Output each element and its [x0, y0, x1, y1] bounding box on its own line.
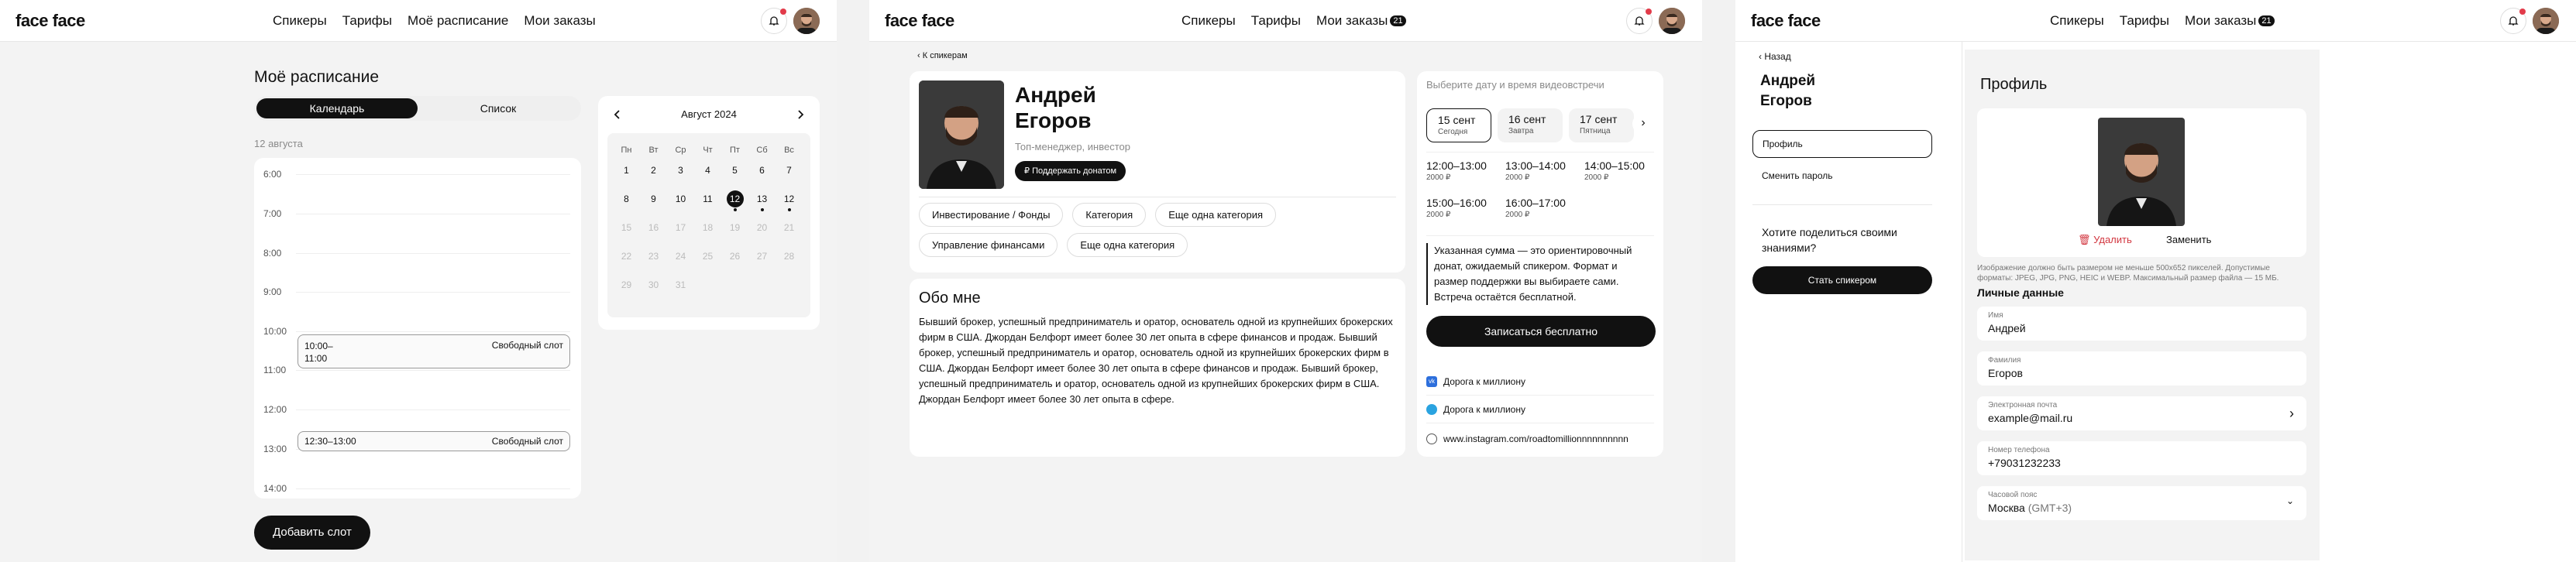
logo[interactable] [885, 11, 954, 31]
user-avatar[interactable] [793, 8, 820, 34]
profile-screen [1735, 0, 2576, 562]
weekday-label: Чт [703, 146, 713, 155]
calendar-day[interactable]: 12 [776, 188, 803, 217]
speaker-name [1015, 82, 1096, 133]
date-weekday: Сегодня [1438, 128, 1468, 136]
calendar-day[interactable]: 26 [729, 251, 741, 262]
hour-label: 13:00 [263, 444, 287, 454]
free-slot[interactable] [297, 431, 570, 451]
date-label: 16 сент [1508, 113, 1546, 125]
speaker-last-name: Егоров [1015, 108, 1092, 132]
calendar-day[interactable]: 9 [651, 194, 656, 204]
calendar-day[interactable]: 29 [621, 279, 632, 290]
chevron-right-icon: › [2289, 406, 2294, 421]
slot-time: 12:00–13:00 [1426, 159, 1487, 172]
weekday-label: Вт [648, 146, 659, 155]
hour-label: 6:00 [263, 169, 282, 180]
tab-calendar[interactable]: Календарь [256, 98, 418, 118]
slot-time: 10:00– 11:00 [304, 341, 333, 364]
view-switch [254, 96, 581, 121]
weekday-label: Вс [784, 146, 794, 155]
trash-icon: 🗑 [2078, 234, 2094, 245]
booking-prompt: Выберите дату и время видеовстречи [1426, 79, 1604, 91]
speaker-first-name: Андрей [1015, 83, 1096, 107]
image-hint: Изображение должно быть размером не меньше 500х652 пикселей. Допустимые форматы: JPEG, JPG, PNG, HEIC и WEBP. Максимальный размер файла — 15 МБ. [1977, 264, 2279, 283]
personal-data-title: Личные данные [1977, 286, 2064, 299]
field-value: +79031232233 [1988, 457, 2061, 469]
slot-price: 2000 ₽ [1505, 173, 1530, 182]
nav-orders-label: Мои заказы [2184, 13, 2257, 28]
bell-icon [769, 15, 779, 26]
notifications-button[interactable] [1626, 8, 1653, 34]
nav-tariffs[interactable]: Тарифы [2119, 13, 2169, 28]
telegram-icon [1426, 404, 1437, 415]
link-label: www.instagram.com/roadtomillionnnnnnnnnn [1443, 433, 1628, 444]
day-timeline [254, 158, 581, 499]
date-label: 15 сент [1438, 114, 1476, 126]
weekday-label: Пн [621, 146, 632, 155]
calendar-day[interactable]: 6 [759, 165, 765, 176]
user-avatar[interactable] [2533, 8, 2559, 34]
delete-label: Удалить [2093, 234, 2132, 245]
calendar-day[interactable]: 4 [705, 165, 710, 176]
logo-text: face face [885, 11, 954, 30]
time-slot[interactable] [1505, 159, 1566, 182]
nav-tariffs[interactable]: Тарифы [342, 13, 392, 28]
calendar-day[interactable]: 10 [675, 194, 686, 204]
slot-time: 14:00–15:00 [1584, 159, 1645, 172]
category-chip[interactable]: Инвестирование / Фонды [919, 203, 1063, 227]
user-last-name: Егоров [1760, 93, 1812, 109]
time-slot[interactable] [1426, 197, 1487, 219]
menu-change-password[interactable]: Сменить пароль [1762, 170, 1833, 181]
last-name-field[interactable] [1977, 351, 2306, 386]
hour-label: 11:00 [263, 365, 287, 375]
links-card [1417, 367, 1663, 457]
add-slot-button[interactable]: Добавить слот [254, 516, 370, 550]
date-weekday: Завтра [1508, 127, 1534, 135]
user-first-name: Андрей [1760, 73, 1816, 89]
calendar-day[interactable]: 21 [783, 222, 795, 233]
calendar-day[interactable]: 30 [648, 279, 659, 290]
chevron-left-icon: ‹ [1759, 51, 1765, 62]
calendar-day[interactable]: 1 [624, 165, 629, 176]
calendar-day[interactable]: 17 [675, 222, 686, 233]
slot-time: 12:30–13:00 [304, 436, 356, 447]
calendar-day[interactable]: 16 [648, 222, 659, 233]
about-text: Бывший брокер, успешный предприниматель и оратор, основатель одной из крупнейших брокерских фирм в США. Джордан Белфорт имеет более 30 лет опыта в сфере финансов и продаж. Бывший брокер, успешный предприниматель и оратор, основатель одной из крупнейших брокерских фирм в США. Джордан Белфорт имеет более 30 лет опыта в сфере финансов и продаж. Бывший брокер, успешный предприниматель и оратор, основатель одной из крупнейших брокерских фирм в США. Джордан Белфорт имеет более 30 лет опыта в сфере. [919, 316, 1393, 405]
menu-profile[interactable]: Профиль [1752, 130, 1932, 158]
about-card [910, 279, 1405, 457]
link-label: Дорога к миллиону [1443, 404, 1525, 415]
slot-price: 2000 ₽ [1426, 211, 1451, 219]
calendar-day[interactable]: 2 [651, 165, 656, 176]
timezone-offset: (GMT+3) [2027, 502, 2072, 514]
email-field[interactable] [1977, 396, 2306, 430]
chevron-down-icon: ⌄ [2285, 495, 2294, 506]
weekday-label: Пт [730, 146, 740, 155]
field-label: Электронная почта [1988, 401, 2058, 410]
hour-label: 7:00 [263, 208, 282, 219]
nav-speakers[interactable]: Спикеры [273, 13, 327, 28]
field-label: Имя [1988, 311, 2003, 320]
first-name-field[interactable] [1977, 307, 2306, 341]
telegram-link[interactable] [1426, 404, 1525, 415]
back-to-speakers-link[interactable] [917, 51, 968, 60]
time-slot[interactable] [1584, 159, 1645, 182]
top-bar [1735, 0, 2576, 42]
weekday-label: Сб [756, 146, 768, 155]
logo[interactable] [1751, 11, 1821, 31]
phone-field[interactable] [1977, 441, 2306, 475]
date-weekday: Пятница [1580, 127, 1611, 135]
slot-price: 2000 ₽ [1505, 211, 1530, 219]
tab-list[interactable]: Список [480, 102, 517, 115]
speaker-photo [919, 81, 1004, 189]
logo[interactable] [15, 11, 85, 31]
weekday-label: Ср [675, 146, 686, 155]
calendar-day[interactable]: 27 [756, 251, 768, 262]
main-nav [2050, 13, 2275, 29]
schedule-body [0, 42, 837, 562]
donate-button[interactable] [1015, 161, 1126, 181]
calendar-day[interactable]: 8 [624, 194, 629, 204]
nav-orders-label: Мои заказы [1316, 13, 1388, 28]
globe-icon [1426, 433, 1437, 444]
logo-text: face face [1751, 11, 1821, 30]
time-slot[interactable] [1505, 197, 1566, 219]
become-speaker-button[interactable]: Стать спикером [1752, 266, 1932, 294]
slot-price: 2000 ₽ [1426, 173, 1451, 182]
calendar-day[interactable]: 28 [783, 251, 795, 262]
calendar-day[interactable]: 11 [703, 194, 713, 204]
slot-price: 2000 ₽ [1584, 173, 1609, 182]
calendar-day[interactable]: 25 [702, 251, 714, 262]
bell-icon [2508, 15, 2519, 26]
calendar-day[interactable]: 19 [729, 222, 741, 233]
vk-icon: vk [1426, 376, 1437, 387]
calendar-day-selected[interactable] [721, 188, 748, 217]
calendar-day[interactable]: 22 [621, 251, 632, 262]
nav-orders[interactable] [2185, 13, 2275, 29]
back-label: Назад [1764, 51, 1791, 62]
website-link[interactable] [1426, 433, 1628, 444]
nav-orders[interactable]: Мои заказы [524, 13, 596, 28]
chevron-right-icon[interactable]: › [1632, 113, 1654, 135]
nav-orders[interactable] [1316, 13, 1406, 29]
hand-coin-icon: ₽ [1024, 166, 1033, 176]
calendar-day[interactable]: 24 [675, 251, 686, 262]
profile-panel [1965, 50, 2320, 560]
orders-count-badge: 21 [2258, 15, 2274, 26]
category-chips [919, 203, 1322, 257]
top-bar [869, 0, 1702, 42]
time-slot[interactable] [1426, 159, 1487, 182]
date-option[interactable] [1498, 108, 1563, 142]
slot-time: 16:00–17:00 [1505, 197, 1566, 209]
schedule-screen [0, 0, 837, 562]
main-nav [1181, 13, 1406, 29]
nav-schedule[interactable]: Моё расписание [407, 13, 509, 28]
timezone-select[interactable] [1977, 486, 2306, 520]
field-value: Андрей [1988, 322, 2026, 334]
link-label: Дорога к миллиону [1443, 376, 1525, 387]
photo-card [1977, 108, 2306, 257]
date-option-selected[interactable] [1426, 108, 1491, 142]
top-bar [0, 0, 837, 42]
calendar-day[interactable]: 23 [648, 251, 659, 262]
hour-label: 14:00 [263, 483, 287, 494]
hour-label: 12:00 [263, 404, 287, 415]
hour-label: 10:00 [263, 326, 287, 337]
date-picker [1426, 94, 1663, 149]
slot-status: Свободный слот [491, 436, 563, 447]
slot-time: 15:00–16:00 [1426, 197, 1487, 209]
category-chip[interactable]: Управление финансами [919, 233, 1058, 257]
back-link[interactable] [1759, 51, 1791, 62]
chevron-right-icon[interactable] [796, 110, 804, 119]
calendar-day[interactable]: 3 [678, 165, 683, 176]
month-calendar [598, 96, 820, 330]
chevron-left-icon: ‹ [917, 51, 923, 60]
field-label: Часовой пояс [1988, 491, 2038, 499]
field-label: Фамилия [1988, 356, 2021, 365]
date-label: 17 сент [1580, 113, 1618, 125]
speaker-card [910, 71, 1405, 272]
donation-note: Указанная сумма — это ориентировочный донат, ожидаемый спикером. Формат и размер поддержки вы выбираете сами. Встреча остаётся бесплатной. [1426, 243, 1651, 305]
speaker-subtitle: Топ-менеджер, инвестор [1015, 141, 1130, 152]
notifications-button[interactable] [761, 8, 787, 34]
field-value: example@mail.ru [1988, 412, 2073, 424]
bell-icon [1634, 15, 1645, 26]
calendar-day[interactable]: 31 [675, 279, 686, 290]
hour-label: 8:00 [263, 248, 282, 259]
notification-dot [780, 9, 786, 15]
user-name [1760, 71, 1815, 111]
share-knowledge-text: Хотите поделиться своими знаниями? [1762, 226, 1897, 254]
calendar-day[interactable]: 15 [621, 222, 632, 233]
back-label: К спикерам [922, 51, 968, 60]
page-title: Моё расписание [254, 68, 380, 86]
field-value: Егоров [1988, 367, 2023, 379]
book-free-button[interactable]: Записаться бесплатно [1426, 316, 1656, 347]
vk-link[interactable] [1426, 376, 1525, 387]
slot-time: 13:00–14:00 [1505, 159, 1566, 172]
calendar-month: Август 2024 [681, 108, 737, 120]
nav-speakers[interactable]: Спикеры [1181, 13, 1236, 28]
field-value: Москва [1988, 502, 2025, 514]
calendar-day[interactable]: 20 [756, 222, 768, 233]
donate-label: Поддержать донатом [1032, 166, 1117, 176]
booking-card [1417, 71, 1663, 396]
nav-speakers[interactable]: Спикеры [2050, 13, 2104, 28]
profile-body [1735, 42, 2576, 562]
field-label: Номер телефона [1988, 446, 2050, 454]
profile-title: Профиль [1980, 76, 2048, 93]
notification-dot [2519, 9, 2526, 15]
hour-label: 9:00 [263, 286, 282, 297]
calendar-day[interactable]: 13 [748, 188, 776, 217]
category-chip[interactable]: Еще одна категория [1067, 233, 1188, 257]
date-label: 12 августа [254, 138, 303, 149]
slot-status: Свободный слот [491, 340, 563, 351]
calendar-day[interactable]: 5 [732, 165, 738, 176]
about-title: Обо мне [919, 290, 981, 307]
speaker-body [869, 42, 1702, 562]
category-chip[interactable]: Категория [1072, 203, 1146, 227]
selected-day-number: 12 [727, 190, 744, 207]
delete-photo-button[interactable] [2078, 234, 2132, 246]
user-avatar[interactable] [1659, 8, 1685, 34]
main-nav [273, 13, 596, 29]
free-slot[interactable] [297, 334, 570, 368]
category-chip[interactable]: Еще одна категория [1155, 203, 1276, 227]
date-option[interactable] [1569, 108, 1634, 142]
notifications-button[interactable] [2500, 8, 2526, 34]
replace-photo-button[interactable]: Заменить [2166, 234, 2212, 245]
speaker-screen [869, 0, 1702, 562]
nav-tariffs[interactable]: Тарифы [1250, 13, 1301, 28]
logo-text: face face [15, 11, 85, 30]
notification-dot [1646, 9, 1652, 15]
profile-photo [2098, 118, 2185, 226]
calendar-day[interactable]: 7 [786, 165, 792, 176]
calendar-day[interactable]: 18 [702, 222, 714, 233]
orders-count-badge: 21 [1390, 15, 1405, 26]
calendar-grid [613, 139, 803, 303]
